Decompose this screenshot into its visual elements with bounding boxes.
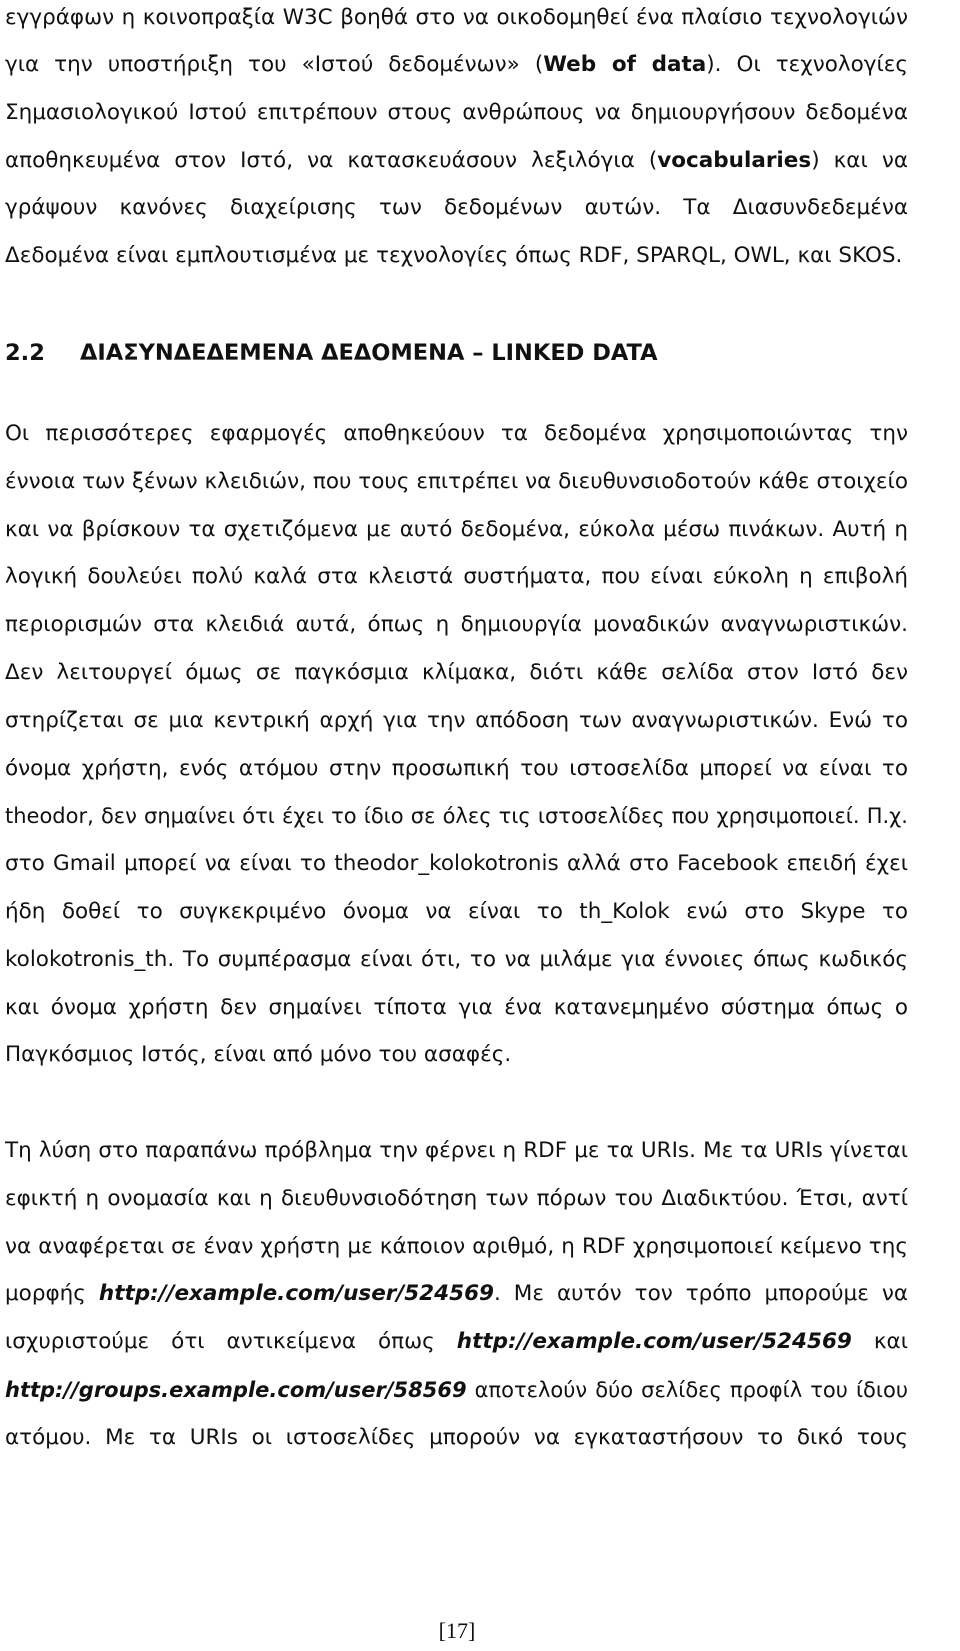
paragraph-line: έννοια των ξένων κλειδιών, που τους επιτρέπει να διευθυνσιοδοτούν κάθε στοιχείο [5, 469, 908, 494]
paragraph-line: εγγράφων η κοινοπραξία W3C βοηθά στο να οικοδομηθεί ένα πλαίσιο τεχνολογιών [5, 5, 908, 30]
url-text: http://example.com/user/524569 [456, 1329, 852, 1354]
paragraph-line: να αναφέρεται σε έναν χρήστη με κάποιον αριθμό, η RDF χρησιμοποιεί κείμενο της [5, 1234, 908, 1259]
paragraph-line: στηρίζεται σε μια κεντρική αρχή για την απόδοση των αναγνωριστικών. Ενώ το [5, 708, 908, 733]
paragraph-line: Σημασιολογικού Ιστού επιτρέπουν στους ανθρώπους να δημιουργήσουν δεδομένα [5, 100, 908, 125]
paragraph-line: μορφής http://example.com/user/524569. Με αυτόν τον τρόπο μπορούμε να [5, 1281, 909, 1306]
paragraph-line: και να βρίσκουν τα σχετιζόμενα με αυτό δεδομένα, εύκολα μέσω πινάκων. Αυτή η [5, 517, 908, 542]
paragraph-line: και όνομα χρήστη δεν σημαίνει τίποτα για ένα κατανεμημένο σύστημα όπως ο [5, 995, 908, 1020]
paragraph-line: όνομα χρήστη, ενός ατόμου στην προσωπική του ιστοσελίδα μπορεί να είναι το [5, 756, 908, 781]
paragraph-line: Δεν λειτουργεί όμως σε παγκόσμια κλίμακα, διότι κάθε σελίδα στον Ιστό δεν [5, 660, 908, 685]
paragraph-line: Τη λύση στο παραπάνω πρόβλημα την φέρνει η RDF με τα URIs. Με τα URIs γίνεται [5, 1138, 908, 1163]
url-text: http://groups.example.com/user/58569 [5, 1378, 467, 1402]
section-heading [5, 338, 658, 368]
paragraph-line: http://groups.example.com/user/58569 αποτελούν δύο σελίδες προφίλ του ίδιου [5, 1378, 908, 1402]
section-number: 2.2 [5, 340, 45, 366]
paragraph-line: για την υποστήριξη του «Ιστού δεδομένων» (Web of data). Οι τεχνολογίες [5, 52, 909, 77]
paragraph-line: theodor, δεν σημαίνει ότι έχει το ίδιο σε όλες τις ιστοσελίδες που χρησιμοποιεί. Π.χ. [5, 804, 908, 828]
section-title: ΔΙΑΣΥΝΔΕΔΕΜΕΝΑ ΔΕΔΟΜΕΝΑ – LINKED DATA [80, 340, 658, 366]
paragraph-line: ατόμου. Με τα URIs οι ιστοσελίδες μπορούν να εγκαταστήσουν το δικό τους [5, 1425, 908, 1450]
page-number: [17] [438, 1618, 476, 1643]
paragraph-line: γράψουν κανόνες διαχείρισης των δεδομένων αυτών. Τα Διασυνδεδεμένα [5, 195, 908, 220]
bold-term: Web of data [543, 52, 707, 77]
paragraph-line: kolokotronis_th. Το συμπέρασμα είναι ότι, το να μιλάμε για έννοιες όπως κωδικός [5, 947, 908, 972]
paragraph-line: Δεδομένα είναι εμπλουτισμένα με τεχνολογίες όπως RDF, SPARQL, OWL, και SKOS. [5, 243, 903, 268]
paragraph-line: εφικτή η ονομασία και η διευθυνσιοδότηση των πόρων του Διαδικτύου. Έτσι, αντί [5, 1186, 908, 1211]
bold-term: vocabularies [657, 148, 812, 173]
paragraph-line: ισχυριστούμε ότι αντικείμενα όπως http://example.com/user/524569 και [5, 1329, 909, 1354]
paragraph-line: λογική δουλεύει πολύ καλά στα κλειστά συστήματα, που είναι εύκολη η επιβολή [5, 564, 908, 589]
paragraph-line: αποθηκευμένα στον Ιστό, να κατασκευάσουν λεξιλόγια (vocabularies) και να [5, 148, 908, 173]
paragraph-line: περιορισμών στα κλειδιά αυτά, όπως η δημιουργία μοναδικών αναγνωριστικών. [5, 612, 908, 637]
paragraph-line: Οι περισσότερες εφαρμογές αποθηκεύουν τα δεδομένα χρησιμοποιώντας την [5, 421, 908, 446]
paragraph-line: ήδη δοθεί το συγκεκριμένο όνομα να είναι το th_Kolok ενώ στο Skype το [5, 899, 908, 924]
paragraph-line: Παγκόσμιος Ιστός, είναι από μόνο του ασαφές. [5, 1042, 512, 1067]
paragraph-line: στο Gmail μπορεί να είναι το theodor_kolokotronis αλλά στο Facebook επειδή έχει [5, 851, 908, 876]
url-text: http://example.com/user/524569 [98, 1281, 494, 1306]
